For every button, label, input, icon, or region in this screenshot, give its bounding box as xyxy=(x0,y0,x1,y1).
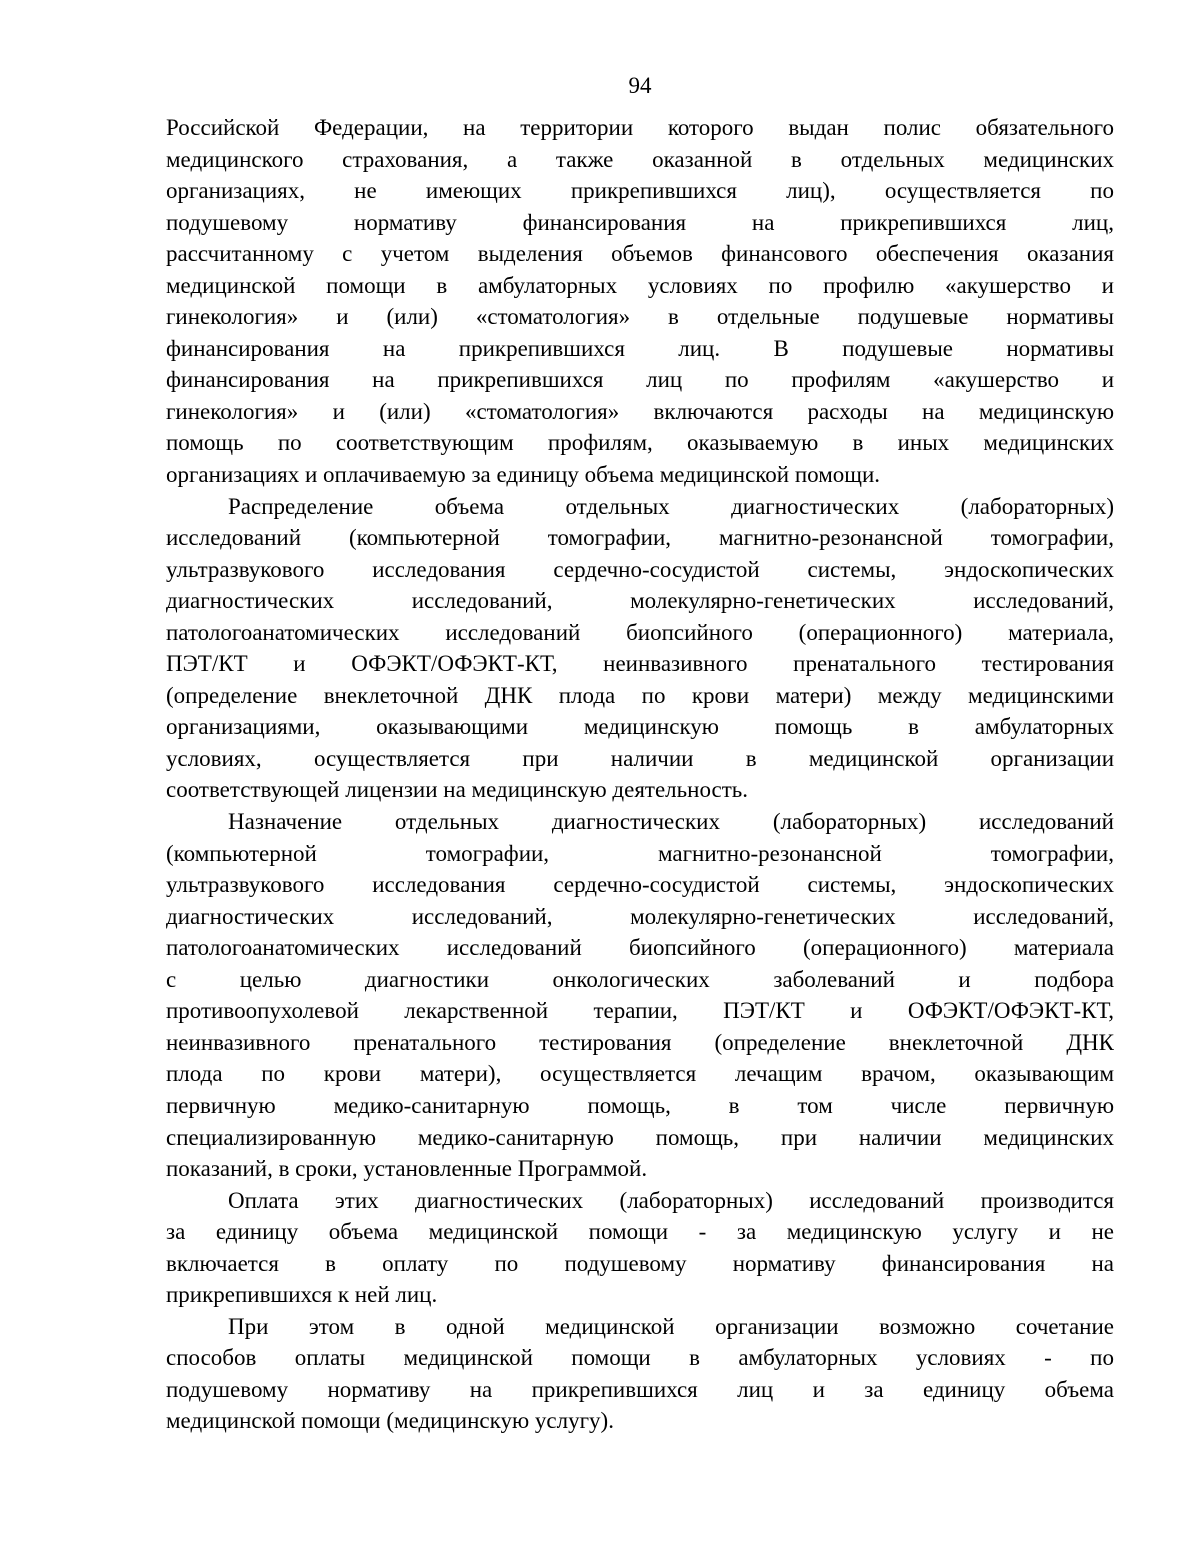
text-line: исследований (компьютерной томографии, магнитно-резонансной томографии, xyxy=(166,525,1114,551)
text-line: Назначение отдельных диагностических (лабораторных) исследований xyxy=(228,809,1114,835)
text-line: за единицу объема медицинской помощи - за медицинскую услугу и не xyxy=(166,1219,1114,1245)
text-line: При этом в одной медицинской организации возможно сочетание xyxy=(228,1313,1114,1339)
text-line: патологоанатомических исследований биопсийного (операционного) материала xyxy=(166,935,1114,961)
text-line: помощь по соответствующим профилям, оказываемую в иных медицинских xyxy=(166,430,1114,456)
text-line: гинекология» и (или) «стоматология» в отдельные подушевые нормативы xyxy=(166,304,1114,330)
text-line: прикрепившихся к ней лиц. xyxy=(166,1282,438,1308)
text-line: диагностических исследований, молекулярно-генетических исследований, xyxy=(166,903,1114,929)
page-number: 94 xyxy=(628,73,652,98)
text-line: с целью диагностики онкологических заболеваний и подбора xyxy=(166,966,1114,992)
text-line: финансирования на прикрепившихся лиц по профилям «акушерство и xyxy=(166,367,1114,393)
text-line: (определение внеклеточной ДНК плода по крови матери) между медицинскими xyxy=(166,682,1114,708)
text-line: организациях, не имеющих прикрепившихся лиц), осуществляется по xyxy=(166,178,1114,204)
text-line: диагностических исследований, молекулярно-генетических исследований, xyxy=(166,588,1114,614)
text-line: неинвазивного пренатального тестирования (определение внеклеточной ДНК xyxy=(166,1029,1114,1055)
text-line: плода по крови матери), осуществляется лечащим врачом, оказывающим xyxy=(166,1061,1114,1087)
text-line: финансирования на прикрепившихся лиц. В подушевые нормативы xyxy=(166,335,1114,361)
text-line: организациях и оплачиваемую за единицу объема медицинской помощи. xyxy=(166,462,881,488)
text-line: ультразвукового исследования сердечно-сосудистой системы, эндоскопических xyxy=(166,872,1114,898)
text-line: гинекология» и (или) «стоматология» включаются расходы на медицинскую xyxy=(166,398,1114,424)
text-line: соответствующей лицензии на медицинскую деятельность. xyxy=(166,777,749,803)
text-line: условиях, осуществляется при наличии в медицинской организации xyxy=(166,745,1114,771)
text-line: подушевому нормативу на прикрепившихся лиц и за единицу объема xyxy=(166,1376,1114,1402)
text-line: подушевому нормативу финансирования на прикрепившихся лиц, xyxy=(166,209,1114,235)
text-line: ультразвукового исследования сердечно-сосудистой системы, эндоскопических xyxy=(166,556,1114,582)
document-body xyxy=(166,112,1114,1437)
text-line: специализированную медико-санитарную помощь, при наличии медицинских xyxy=(166,1124,1114,1150)
text-line: медицинского страхования, а также оказанной в отдельных медицинских xyxy=(166,146,1114,172)
text-line: Российской Федерации, на территории которого выдан полис обязательного xyxy=(166,115,1114,140)
text-line: медицинской помощи (медицинскую услугу). xyxy=(166,1408,614,1434)
text-line: Оплата этих диагностических (лабораторных) исследований производится xyxy=(228,1187,1114,1213)
text-line: организациями, оказывающими медицинскую помощь в амбулаторных xyxy=(166,714,1114,740)
text-line: патологоанатомических исследований биопсийного (операционного) материала, xyxy=(166,619,1114,645)
text-line: показаний, в сроки, установленные Программой. xyxy=(166,1156,648,1182)
text-line: противоопухолевой лекарственной терапии, ПЭТ/КТ и ОФЭКТ/ОФЭКТ-КТ, xyxy=(166,998,1114,1024)
text-line: включается в оплату по подушевому нормативу финансирования на xyxy=(166,1250,1114,1276)
text-line: первичную медико-санитарную помощь, в том числе первичную xyxy=(166,1092,1114,1118)
text-line: (компьютерной томографии, магнитно-резонансной томографии, xyxy=(166,840,1114,866)
text-line: рассчитанному с учетом выделения объемов финансового обеспечения оказания xyxy=(166,241,1114,267)
text-line: ПЭТ/КТ и ОФЭКТ/ОФЭКТ-КТ, неинвазивного пренатального тестирования xyxy=(166,651,1114,677)
text-line: медицинской помощи в амбулаторных условиях по профилю «акушерство и xyxy=(166,272,1114,298)
text-line: Распределение объема отдельных диагностических (лабораторных) xyxy=(228,493,1114,519)
text-line: способов оплаты медицинской помощи в амбулаторных условиях - по xyxy=(166,1345,1114,1371)
